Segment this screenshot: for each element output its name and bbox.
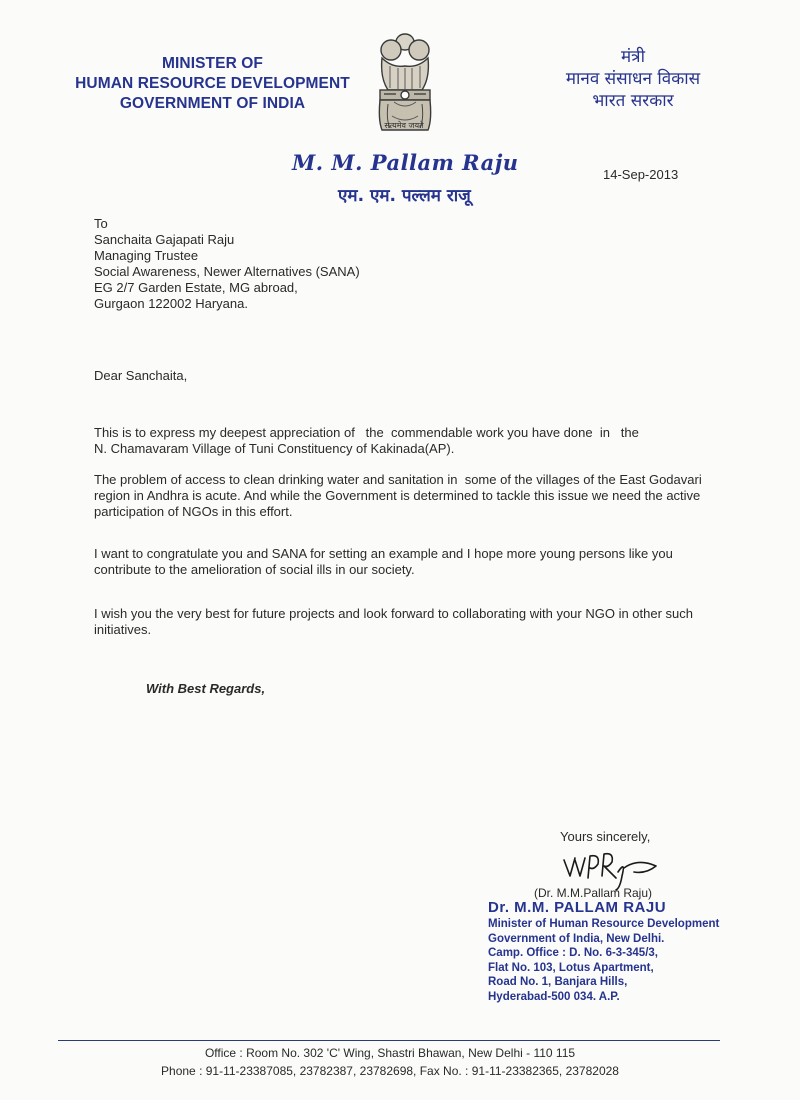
address-line: Gurgaon 122002 Haryana. — [94, 296, 248, 311]
address-line: Social Awareness, Newer Alternatives (SANA) — [94, 264, 360, 279]
footer-divider — [58, 1040, 720, 1041]
stamp-line: Hyderabad-500 034. A.P. — [488, 990, 620, 1003]
stamp-name: Dr. M.M. PALLAM RAJU — [488, 899, 667, 916]
paragraph-line: region in Andhra is acute. And while the Government is determined to tackle this issue we need the active — [94, 488, 701, 503]
paragraph-line: The problem of access to clean drinking water and sanitation in some of the villages of the East Godavari — [94, 472, 702, 487]
letterhead-line: मानव संसाधन विकास — [565, 69, 701, 89]
sender-name-hindi: एम. एम. पल्लम राजू — [338, 186, 471, 206]
paragraph-line: I want to congratulate you and SANA for setting an example and I hope more young persons like you — [94, 546, 673, 561]
closing-regards: With Best Regards, — [146, 681, 266, 696]
stamp-line: Government of India, New Delhi. — [488, 932, 665, 945]
paragraph-line: contribute to the amelioration of social ills in our society. — [94, 562, 415, 577]
stamp-line: Road No. 1, Banjara Hills, — [488, 976, 628, 988]
letter-date: 14-Sep-2013 — [603, 167, 679, 182]
address-line: Managing Trustee — [94, 248, 199, 263]
address-line: EG 2/7 Garden Estate, MG abroad, — [94, 280, 298, 295]
paragraph-line: participation of NGOs in this effort. — [94, 504, 293, 519]
stamp-line: Camp. Office : D. No. 6-3-345/3, — [488, 947, 658, 959]
letterhead-line: भारत सरकार — [592, 91, 674, 111]
paragraph-line: N. Chamavaram Village of Tuni Constituency of Kakinada(AP). — [94, 441, 455, 456]
letterhead-line: मंत्री — [621, 47, 645, 67]
body-paragraph — [94, 606, 724, 638]
letterhead-line: GOVERNMENT OF INDIA — [119, 95, 306, 112]
footer-office: Office : Room No. 302 'C' Wing, Shastri Bhawan, New Delhi - 110 115 — [204, 1046, 576, 1060]
address-line: Sanchaita Gajapati Raju — [94, 232, 235, 247]
recipient-address — [94, 216, 360, 312]
emblem-motto: सत्यमेव जयते — [384, 121, 424, 130]
body-paragraph — [94, 472, 724, 520]
signed-name: (Dr. M.M.Pallam Raju) — [534, 886, 653, 900]
footer-phone: Phone : 91-11-23387085, 23782387, 23782698, Fax No. : 91-11-23382365, 23782028 — [161, 1064, 619, 1078]
body-paragraph — [94, 425, 724, 457]
sender-name-english: M. M. Pallam Raju — [292, 150, 519, 175]
letterhead-english — [70, 54, 355, 114]
letterhead-line: HUMAN RESOURCE DEVELOPMENT — [75, 75, 350, 92]
letterhead-hindi — [548, 46, 718, 112]
address-line: To — [94, 216, 108, 231]
paragraph-line: I wish you the very best for future projects and look forward to collaborating with your NGO in other such — [94, 606, 694, 621]
salutation: Dear Sanchaita, — [94, 368, 188, 383]
official-stamp — [488, 899, 719, 1004]
paragraph-line: initiatives. — [94, 622, 152, 637]
yours-sincerely: Yours sincerely, — [560, 829, 651, 844]
letterhead-line: MINISTER OF — [162, 55, 263, 72]
stamp-line: Flat No. 103, Lotus Apartment, — [488, 961, 654, 974]
paragraph-line: This is to express my deepest appreciation of the commendable work you have done in the — [94, 425, 639, 440]
stamp-line: Minister of Human Resource Development — [488, 918, 720, 930]
body-paragraph — [94, 546, 724, 578]
